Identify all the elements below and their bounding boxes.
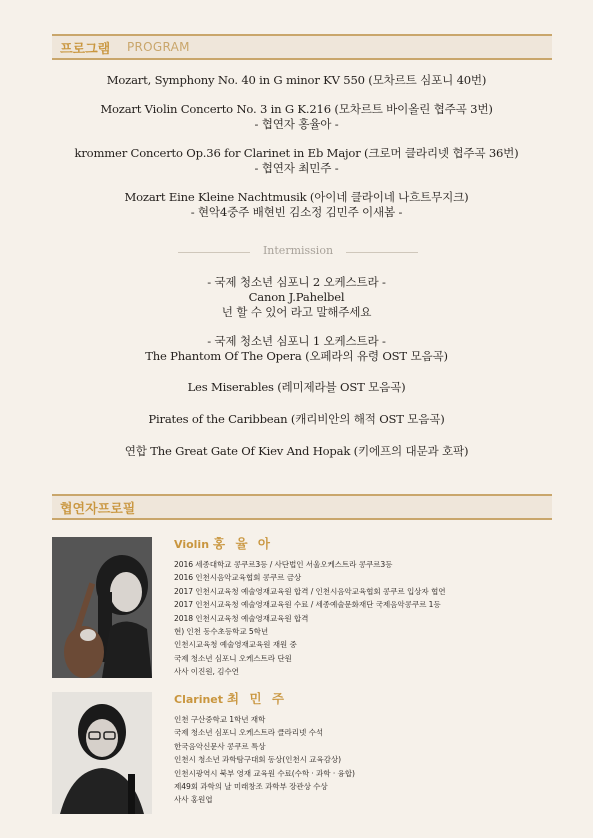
program-line: Canon J.Pahelbel — [248, 290, 345, 304]
program-line: 연합 The Great Gate Of Kiev And Hopak (키에프의 대문과 호팍) — [124, 444, 469, 458]
performer-profile-clarinet — [174, 689, 554, 807]
profile-item: 국제 청소년 심포니 오케스트라 단원 — [174, 653, 292, 663]
intermission-divider — [178, 244, 418, 260]
profile-item: 제49회 과학의 날 미래창조 과학부 장관상 수상 — [174, 782, 328, 792]
profile-item: 사사 홍원엽 — [174, 795, 213, 805]
program-line: Pirates of the Caribbean (캐리비안의 해적 OST 모음곡) — [148, 412, 445, 426]
program-title-ko: 프로그램 — [60, 42, 111, 57]
program-line: krommer Concerto Op.36 for Clarinet in Eb Major (크로머 클라리넷 협주곡 36번) — [74, 146, 519, 160]
program-performer: - 협연자 최민주 - — [254, 161, 339, 175]
program-part2 — [0, 275, 593, 459]
program-line: The Phantom Of The Opera (오페라의 유령 OST 모음곡) — [145, 349, 448, 363]
profile-item: 인천시광역시 북부 영재 교육원 수료(수학 · 과학 · 융합) — [174, 768, 355, 778]
profile-item: 2016 세종대학교 콩쿠르3등 / 사단법인 서울오케스트라 콩쿠르3등 — [174, 560, 393, 569]
program-performer: - 협연자 홍율아 - — [254, 117, 339, 131]
violinist-portrait-image — [52, 537, 152, 678]
program-line: Mozart, Symphony No. 40 in G minor KV 550 (모차르트 심포니 40번) — [106, 73, 487, 87]
profile-item: 인천시교육청 예술영재교육원 재원 중 — [174, 640, 297, 650]
performer-profile-violin — [174, 534, 554, 679]
profile-item: 2016 인천시음악교육협회 콩쿠르 금상 — [174, 573, 302, 583]
program-line: - 국제 청소년 심포니 2 오케스트라 - — [207, 275, 386, 289]
violinist-photo — [52, 537, 152, 678]
program-performer: - 현악4중주 배현빈 김소정 김민주 이새봄 - — [190, 205, 403, 219]
profile-item: 한국음악신문사 콩쿠르 특상 — [174, 741, 266, 751]
clarinetist-photo — [52, 692, 152, 814]
profile-item: 인천시 청소년 과학탐구대회 동상(인천시 교육감상) — [174, 755, 341, 765]
performer-name: 홍 율 아 — [213, 536, 273, 551]
divider-line — [346, 252, 418, 253]
performer-instrument: Violin — [174, 538, 210, 551]
program-line: Mozart Eine Kleine Nachtmusik (아이네 클라이네 나흐트무지크) — [124, 190, 469, 204]
profile-item: 인천 구산중학교 1학년 재학 — [174, 715, 266, 724]
profile-title-ko: 협연자프로필 — [60, 502, 136, 517]
performer-instrument: Clarinet — [174, 693, 224, 706]
profile-item: 2017 인천시교육청 예술영재교육원 합격 / 인천시음악교육협회 콩쿠르 입상자 협연 — [174, 586, 446, 596]
performer-name-heading — [174, 534, 554, 552]
performer-name-heading — [174, 689, 554, 707]
program-title-en: PROGRAM — [127, 40, 190, 54]
program-part1 — [0, 73, 593, 220]
program-section-header — [52, 34, 552, 60]
profile-section-header — [52, 494, 552, 520]
program-line: - 국제 청소년 심포니 1 오케스트라 - — [207, 334, 386, 348]
program-line: Les Miserables (레미제라블 OST 모음곡) — [187, 380, 406, 394]
profile-item: 2018 인천시교육청 예술영재교육원 합격 — [174, 613, 309, 623]
profile-item: 국제 청소년 심포니 오케스트라 클라리넷 수석 — [174, 728, 324, 738]
profile-item: 사사 이진원, 김수연 — [174, 667, 239, 677]
intermission-label: Intermission — [262, 244, 334, 257]
performer-name: 최 민 주 — [227, 691, 287, 706]
program-line: Mozart Violin Concerto No. 3 in G K.216 (모차르트 바이올린 협주곡 3번) — [100, 102, 493, 116]
clarinetist-portrait-image — [52, 692, 152, 814]
profile-item: 2017 인천시교육청 예술영재교육원 수료 / 세종예술문화재단 국제음악콩쿠르 1등 — [174, 600, 441, 610]
profile-item: 현) 인천 동수초등학교 5학년 — [174, 627, 269, 637]
program-line: 넌 할 수 있어 라고 말해주세요 — [221, 305, 372, 319]
